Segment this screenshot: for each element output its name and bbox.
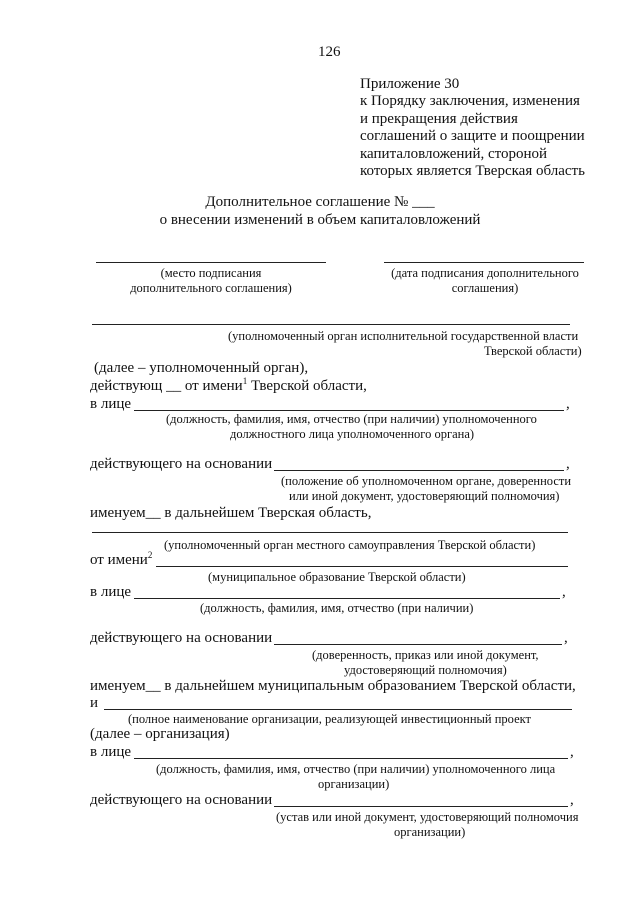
appendix-header: [360, 76, 600, 180]
basis-caption-1: (устав или иной документ, удостоверяющий полномочия: [276, 810, 579, 824]
hereinafter-authority: (далее – уполномоченный орган),: [94, 360, 309, 376]
basis-caption-2: или иной документ, удостоверяющий полномочия): [289, 489, 560, 503]
comma: ,: [562, 584, 566, 600]
person-caption-2: должностного лица уполномоченного органа): [230, 427, 475, 441]
acting-on-behalf: действующ __ от имени$^1$ Тверской области,: [90, 376, 367, 394]
date-signing-line: [384, 262, 584, 263]
person-line: [134, 598, 560, 599]
appendix-line: и прекращения действия: [360, 110, 518, 127]
basis-caption-1: (положение об уполномоченном органе, доверенности: [281, 474, 572, 488]
basis-line: [274, 644, 562, 645]
document-title: Дополнительное соглашение № ___: [205, 194, 435, 210]
date-caption: (дата подписания дополнительного соглашения): [391, 266, 579, 295]
place-signing-line: [96, 262, 326, 263]
person-caption-1: (должность, фамилия, имя, отчество (при наличии) уполномоченного лица: [156, 762, 556, 776]
hereinafter-organization: (далее – организация): [90, 726, 230, 742]
basis-caption-1: (доверенность, приказ или иной документ,: [312, 648, 539, 662]
document-subtitle: о внесении изменений в объем капиталовложений: [159, 212, 481, 228]
basis-label: действующего на основании: [90, 456, 273, 472]
person-line: [134, 758, 568, 759]
basis-label: действующего на основании: [90, 630, 273, 646]
person-caption: (должность, фамилия, имя, отчество (при наличии): [200, 601, 474, 615]
authority-caption-2: Тверской области): [484, 344, 582, 358]
municipal-body-line: [92, 532, 568, 533]
comma: ,: [570, 744, 574, 760]
authority-line: [92, 324, 570, 325]
municipality-caption: (муниципальное образование Тверской области): [208, 570, 466, 584]
basis-label: действующего на основании: [90, 792, 273, 808]
person-label: в лице: [90, 396, 132, 412]
municipality-line: [156, 566, 568, 567]
appendix-line: которых является Тверская область: [360, 163, 585, 180]
authority-caption-1: (уполномоченный орган исполнительной государственной власти: [228, 329, 579, 343]
comma: ,: [566, 456, 570, 472]
appendix-line: соглашений о защите и поощрении: [360, 128, 585, 145]
and-conjunction: и: [90, 695, 99, 711]
basis-caption-2: удостоверяющий полномочия): [344, 663, 507, 677]
appendix-line: к Порядку заключения, изменения: [360, 93, 580, 110]
person-caption-1: (должность, фамилия, имя, отчество (при наличии) уполномоченного: [166, 412, 537, 426]
comma: ,: [570, 792, 574, 808]
named-municipality: именуем__ в дальнейшем муниципальным образованием Тверской области,: [90, 678, 576, 694]
person-caption-2: организации): [318, 777, 390, 791]
municipal-body-caption: (уполномоченный орган местного самоуправления Тверской области): [164, 538, 536, 552]
basis-caption-2: организации): [394, 825, 466, 839]
basis-line: [274, 806, 568, 807]
organization-line: [104, 709, 572, 710]
named-tver-region: именуем__ в дальнейшем Тверская область,: [90, 505, 372, 521]
appendix-line: Приложение 30: [360, 76, 460, 92]
basis-line: [274, 470, 564, 471]
person-line: [134, 410, 564, 411]
page-number: 126: [318, 44, 341, 60]
person-label: в лице: [90, 584, 132, 600]
on-behalf-label: от имени$^2$: [90, 550, 153, 568]
comma: ,: [564, 630, 568, 646]
organization-caption: (полное наименование организации, реализующей инвестиционный проект: [128, 712, 531, 726]
appendix-line: капиталовложений, стороной: [360, 145, 548, 162]
place-caption: (место подписания дополнительного соглашения): [130, 266, 292, 295]
person-label: в лице: [90, 744, 132, 760]
comma: ,: [566, 396, 570, 412]
